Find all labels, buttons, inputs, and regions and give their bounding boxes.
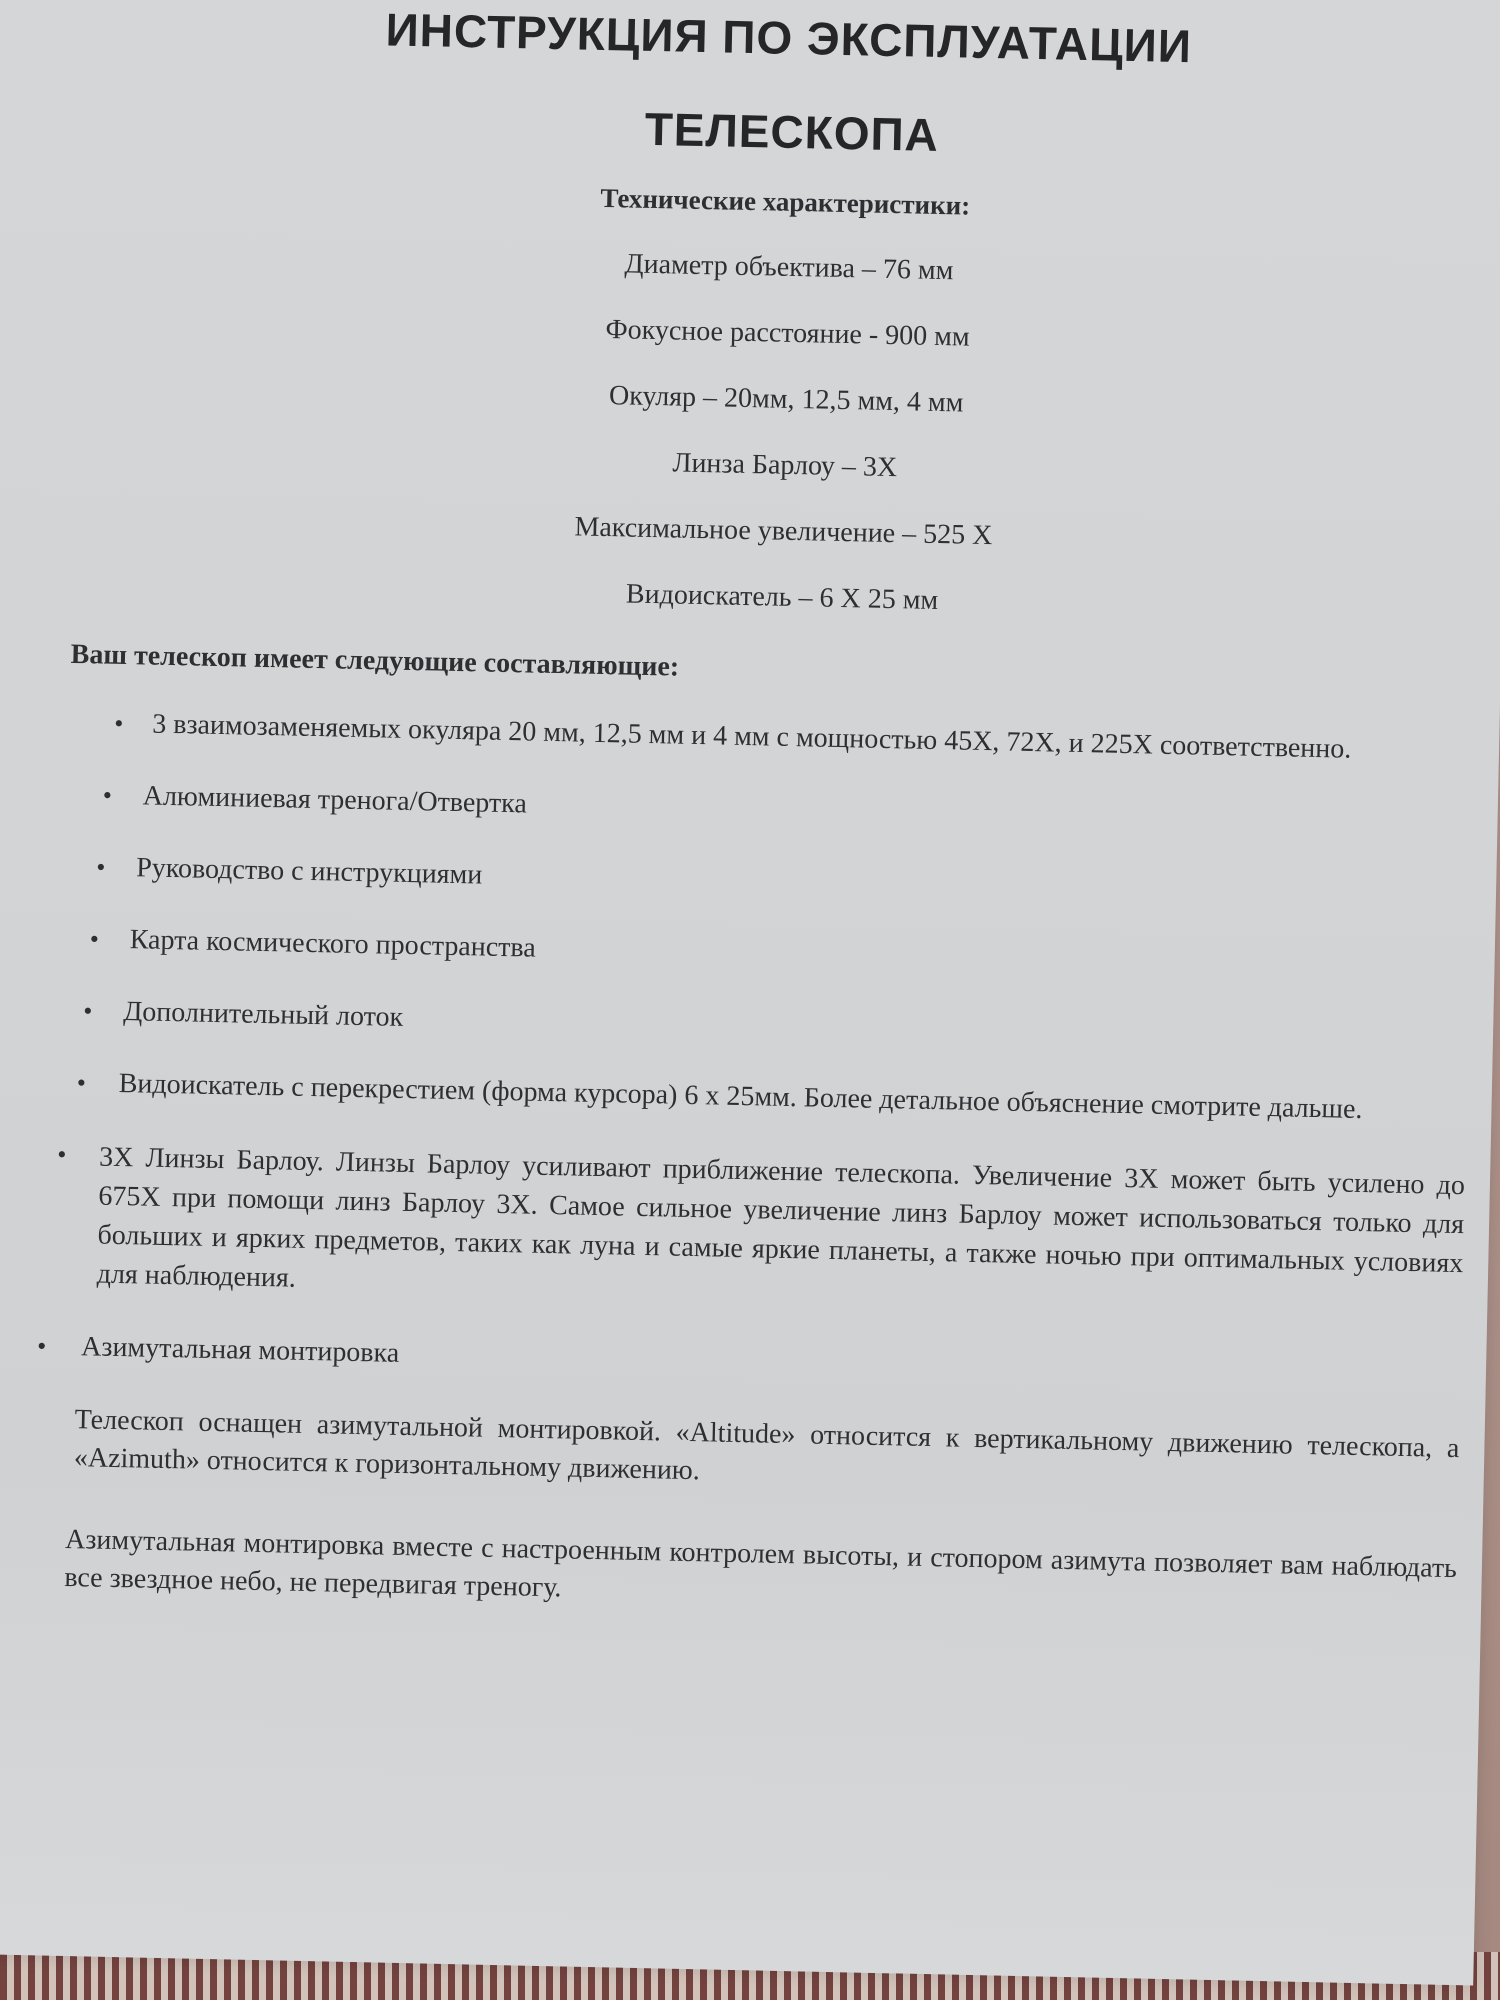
component-tray: Дополнительный лоток <box>122 996 404 1033</box>
specs-list <box>0 235 1484 628</box>
list-item <box>102 778 1143 835</box>
list-item <box>36 1329 1082 1386</box>
mount-usage-paragraph: Азимутальная монтировка вместе с настроенным контролем высоты, и стопором азимута позволяет вам наблюдать все звездное небо, не передвигая треногу. <box>64 1523 1458 1604</box>
list-item <box>76 1066 1466 1130</box>
bullet-icon: • <box>95 852 106 882</box>
component-barlow: 3Х Линзы Барлоу. Линзы Барлоу усиливают приближение телескопа. Увеличение 3Х может быть усилено до 675Х при помощи линз Барлоу 3Х. Самое сильное увеличение линз Барлоу может использоваться только для больших и ярких предметов, таких как луна и самые яркие планеты, а также ночью при оптимальных условиях для наблюдения. <box>96 1141 1466 1294</box>
bullet-icon: • <box>76 1068 87 1098</box>
component-tripod: Алюминиевая тренога/Отвертка <box>142 780 528 820</box>
spec-lens-diameter: Диаметр объектива – 76 мм <box>624 248 954 287</box>
bullet-icon: • <box>56 1139 67 1169</box>
bullet-icon: • <box>82 996 93 1026</box>
spec-max-magnification: Максимальное увеличение – 525 Х <box>574 511 993 552</box>
list-item <box>95 850 1137 907</box>
bullet-icon: • <box>36 1331 47 1361</box>
component-manual: Руководство с инструкциями <box>135 852 483 891</box>
component-eyepieces: 3 взаимозаменяемых окуляра 20 мм, 12,5 мм и 4 мм с мощностью 45Х, 72Х, и 225Х соответственно. <box>151 708 1352 765</box>
list-item <box>82 994 1124 1051</box>
mount-description-paragraph: Телескоп оснащен азимутальной монтировкой. «Altitude» относится к вертикальному движению телескопа, а «Azimuth» относится к горизонтальному движению. <box>73 1404 1460 1487</box>
bullet-icon: • <box>113 708 124 738</box>
spec-finder: Видоискатель – 6 Х 25 мм <box>625 578 939 617</box>
document-title-line-1: ИНСТРУКЦИЯ ПО ЭКСПЛУАТАЦИИ <box>385 3 1193 73</box>
list-item <box>56 1138 1466 1323</box>
spec-focal-length: Фокусное расстояние - 900 мм <box>605 314 970 353</box>
component-space-map: Карта космического пространства <box>129 924 537 964</box>
bullet-icon: • <box>102 780 113 810</box>
list-item <box>113 707 1462 770</box>
component-finder: Видоискатель с перекрестием (форма курсора) 6 х 25мм. Более детальное объяснение смотрите дальше. <box>118 1067 1363 1126</box>
component-mount: Азимутальная монтировка <box>80 1331 400 1369</box>
spec-eyepieces: Окуляр – 20мм, 12,5 мм, 4 мм <box>608 380 964 419</box>
components-list <box>0 703 1474 1394</box>
spec-barlow-lens: Линза Барлоу – 3Х <box>672 447 898 484</box>
components-heading: Ваш телескоп имеет следующие составляющие: <box>70 638 680 683</box>
list-item <box>89 922 1130 979</box>
document-title-line-2: ТЕЛЕСКОПА <box>644 102 940 161</box>
bullet-icon: • <box>89 924 100 954</box>
specs-heading: Технические характеристики: <box>600 182 971 221</box>
